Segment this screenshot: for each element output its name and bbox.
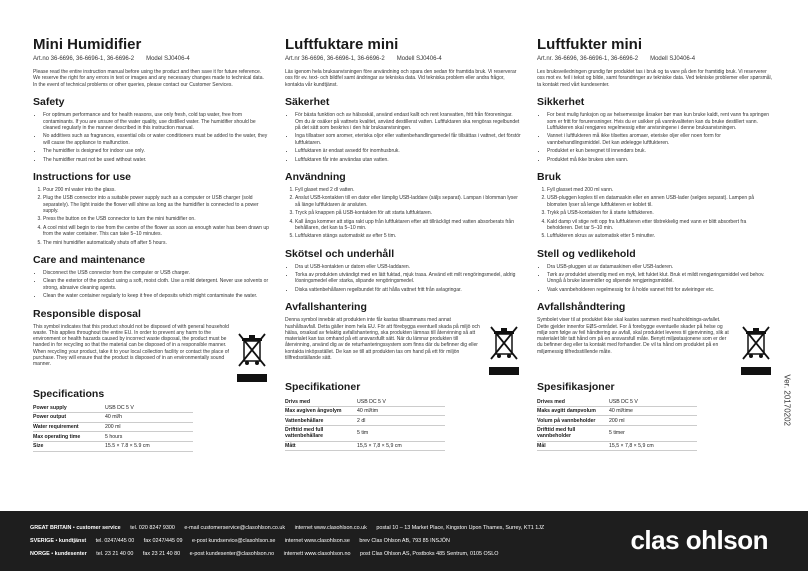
section-heading-care: Skötsel och underhåll: [285, 247, 395, 260]
disposal-text: Denna symbol innebär att produkten inte får kastas tillsammans med annat hushållsavfall. Detta gäller inom hela EU. För att förebygga eventuell skada på miljö och hälsa, orsakad av felaktig avfallshantering, ska produkten lämnas till återvinning så att materialet kan tas omhand på ett ansvarsfullt sätt. När du lämnar produkten till återvinning, använd dig av de returhanteringssystem som finns där du befinner dig eller kontakta inköpsstället. De kan se till att produkten tas om hand på ett för miljön tillfredsställande sätt.: [285, 317, 480, 362]
table-row: Maks avgitt dampvolum 40 ml/time: [537, 406, 697, 416]
section-heading-disposal: Responsible disposal: [33, 307, 141, 320]
weee-symbol: [487, 317, 521, 375]
table-row: Drifttid med full vattenbehållare 5 tim: [285, 426, 445, 442]
disposal-block: [285, 317, 521, 375]
footer: [0, 511, 808, 571]
list-item: 4. A cool mist will begin to rise from the centre of the flower as soon as enough water has been drawn up from the water container. This can take 5–10 minutes.: [43, 225, 269, 238]
list-item: 5. The mini humidifier automatically shuts off after 5 hours.: [43, 240, 269, 246]
list-item: 1. Pour 200 ml water into the glass.: [43, 187, 269, 193]
use-steps: [285, 187, 521, 240]
footer-row-gb: GREAT BRITAIN • customer service tel. 020 8247 9300 e-mail customerservice@clasohlson.co.uk internet www.clasohlson.co.uk postal 10 – 13 Market Place, Kingston Upon Thames, Surrey, KT1 1JZ: [30, 525, 545, 531]
weee-bin-icon: [741, 325, 771, 361]
list-item: • For best mulig funksjon og av helsemessige årsaker bør man kun bruke kaldt, rent vann fra springen som er fritt for forurensninger. Hvis du er usikker på vannkvaliteten kan du bruke destillert vann. Luftfukteren skal rengjøres regelmessig etter anvisningene i denne bruksanvisningen.: [547, 112, 773, 131]
disposal-block: [33, 324, 269, 382]
list-item: • Vask vannbeholderen regelmessig for å holde vannet fritt for avleiringer etc.: [547, 287, 773, 293]
safety-list: [33, 112, 269, 163]
table-row: Drives med USB DC 5 V: [537, 397, 697, 406]
table-row: Max avgiven ångvolym 40 ml/tim: [285, 406, 445, 416]
table-row: Size 15.5 × 7.8 × 5.9 cm: [33, 441, 193, 451]
brand-logo: clas ohlson: [630, 525, 768, 555]
list-item: • Tørk av produktet utvendig med en myk, lett fuktet klut. Bruk et mildt rengjøringsmiddel ved behov. Unngå å bruke løsemidler og slipende rengjøringsmiddel.: [547, 272, 773, 285]
table-row: Volum på vannbeholder 200 ml: [537, 416, 697, 426]
section-heading-disposal: Avfallshantering: [285, 301, 367, 314]
disposal-text: Symbolet viser til at produktet ikke skal kastes sammen med husholdnings-avfallet. Dette gjelder innenfor EØS-området. For å forebygge eventuelle skader på helse og miljø som følge av feil håndtering av avfall, skal produktet leveres til gjenvinning, slik at materialet blir tatt hånd om på en ansvarsfull måte. Benytt miljøstasjonene som er der du befinner deg eller ta kontakt med forhandler. De vil ta hånd om produktet på en miljømessig tilfredsstillende måte.: [537, 317, 729, 355]
intro-text: Läs igenom hela bruksanvisningen före användning och spara den sedan för framtida bruk. Vi reserverar oss för ev. text- och bildfel samt ändringar av tekniska data. Vid tekniska problem eller andra frågor, kontakta vår kundtjänst.: [285, 69, 517, 88]
section-heading-disposal: Avfallshåndtering: [537, 301, 626, 314]
table-row: Mått 15,5 × 7,8 × 5,9 cm: [285, 441, 445, 451]
table-row: Power supply USB DC 5 V: [33, 404, 193, 413]
intro-text: Please read the entire instruction manual before using the product and then save it for future reference. We reserve the right for any errors in text or images and any necessary changes made to technical data. In the event of technical problems or other queries, please contact our Customer Services.: [33, 69, 264, 88]
list-item: 2. Anslut USB-kontakten till en dator eller lämplig USB-laddare (säljs separat). Lampan i blomman lyser så länge luftfuktaren är ansluten.: [295, 195, 521, 208]
section-heading-specs: Specifikationer: [285, 381, 361, 394]
list-item: • Clean the exterior of the product using a soft, moist cloth. Use a mild detergent. Never use solvents or strong, abrasive cleaning agents.: [43, 278, 269, 291]
table-row: Max operating time 5 hours: [33, 432, 193, 442]
list-item: 1. Fyll glasset med 200 ml vann.: [547, 187, 773, 193]
footer-row-se: SVERIGE • kundtjänst tel. 0247/445 00 fax 0247/445 09 e-post kundservice@clasohlson.se internet www.clasohlson.se brev Clas Ohlson AB, 793 85 INSJÖN: [30, 538, 450, 544]
section-heading-use: Bruk: [537, 170, 561, 183]
article-number: Art.no 36-6696, 36-6696-1, 36-6696-2 Model SJ0406-4: [33, 56, 190, 62]
language-column: [537, 36, 773, 451]
weee-symbol: [739, 317, 773, 375]
list-item: • No additives such as fragrances, essential oils or water conditioners must be added to the water, they will cause the appliance to malfunction.: [43, 133, 269, 146]
section-heading-specs: Spesifikasjoner: [537, 381, 615, 394]
version-label: Ver. 20170202: [783, 374, 792, 426]
language-column: [33, 36, 269, 452]
table-row: Drifttid med full vannbeholder 5 timer: [537, 426, 697, 442]
disposal-block: [537, 317, 773, 375]
list-item: • The humidifier is designed for indoor use only.: [43, 148, 269, 154]
weee-bin-icon: [237, 332, 267, 368]
spec-table: [33, 404, 193, 452]
manual-title: Mini Humidifier: [33, 36, 142, 53]
list-item: • Produktet er kun beregnet til innendørs bruk.: [547, 148, 773, 154]
weee-bin-icon: [489, 325, 519, 361]
list-item: 5. Luftfuktaren stängs automatiskt av efter 5 tim.: [295, 233, 521, 239]
table-row: Water requirement 200 ml: [33, 422, 193, 432]
section-heading-safety: Safety: [33, 96, 65, 109]
care-list: [285, 264, 521, 294]
footer-row-no: NORGE • kundesenter tel. 23 21 40 00 fax 23 21 40 80 e-post kundesenter@clasohlson.no internett www.clasohlson.no post Clas Ohlson AS, Postboks 485 Sentrum, 0105 OSLO: [30, 551, 499, 557]
spec-table: [285, 397, 445, 451]
table-row: Mål 15,5 × 7,8 × 5,9 cm: [537, 441, 697, 451]
care-list: [33, 270, 269, 300]
list-item: 4. Kall ånga kommer att stiga rakt upp från luftfuktaren efter att tillräckligt med vatten absorberats från behållaren, det kan ta 5–10 min.: [295, 219, 521, 232]
list-item: • För bästa funktion och av hälsoskäl, använd endast kallt och rent kranvatten, fritt från föroreningar. Om du är osäker på vattnets kvalitet, använd destillerat vatten. Luftfuktaren ska rengöras regelbundet på det sätt som beskrivs i den här bruksanvisningen.: [295, 112, 521, 131]
table-row: Drivs med USB DC 5 V: [285, 397, 445, 406]
section-heading-care: Stell og vedlikehold: [537, 247, 636, 260]
manual-title: Luftfukter mini: [537, 36, 642, 53]
section-heading-safety: Säkerhet: [285, 96, 330, 109]
list-item: 3. Press the button on the USB connector to turn the mini humidifier on.: [43, 216, 269, 222]
list-item: 1. Fyll glaset med 2 dl vatten.: [295, 187, 521, 193]
weee-symbol: [235, 324, 269, 382]
list-item: • Disconnect the USB connector from the computer or USB charger.: [43, 270, 269, 276]
list-item: 2. USB-pluggen koples til en datamaskin eller en annen USB-lader (selges separat). Lampen på blomsten lyser så lenge luftfukteren er koblet til.: [547, 195, 773, 208]
list-item: 3. Tryck på knappen på USB-kontakten för att starta luftfuktaren.: [295, 210, 521, 216]
disposal-text: This symbol indicates that this product should not be disposed of with general household waste. This applies throughout the entire EU. In order to prevent any harm to the environment or health hazards caused by incorrect waste disposal, the product must be handed in for recycling so that the material can be disposed of in a responsible manner. When recycling your product, take it to your local collection facility or contact the place of purchase. They will ensure that the product is disposed of in an environmentally sound manner.: [33, 323, 229, 368]
list-item: 3. Trykk på USB-kontakten for å starte luftfukteren.: [547, 210, 773, 216]
care-list: [537, 264, 773, 294]
list-item: 4. Kald damp vil stige rett opp fra luftfukteren etter tilstrekkelig med vann er blitt absorbert fra beholderen. Det tar 5–10 min.: [547, 219, 773, 232]
safety-list: [537, 112, 773, 163]
list-item: 5. Luftfukteren skrus av automatisk etter 5 minutter.: [547, 233, 773, 239]
list-item: • Luftfuktaren är endast avsedd för inomhusbruk.: [295, 148, 521, 154]
list-item: • Produktet må ikke brukes uten vann.: [547, 157, 773, 163]
language-column: [285, 36, 521, 451]
section-heading-safety: Sikkerhet: [537, 96, 585, 109]
list-item: • Dra USB-pluggen ut av datamaskinen eller USB-laderen.: [547, 264, 773, 270]
table-row: Vattenbehållare 2 dl: [285, 416, 445, 426]
section-heading-use: Instructions for use: [33, 170, 132, 183]
list-item: • Diska vattenbehållaren regelbundet för att hålla vattnet fritt från avlagringar.: [295, 287, 521, 293]
section-heading-specs: Specifications: [33, 387, 105, 400]
spec-table: [537, 397, 697, 451]
list-item: • Dra ut USB-kontakten ur datorn eller USB-laddaren.: [295, 264, 521, 270]
list-item: • Torka av produkten utvändigt med en lätt fuktad, mjuk trasa. Använd ett milt rengöringsmedel, aldrig lösningsmedel eller starka, slipande rengöringsmedel.: [295, 272, 521, 285]
list-item: • For optimum performance and for health reasons, use only fresh, cold tap water, free from contaminants. If you are unsure of the water quality, use distilled water. The humidifier should be cleaned regularly in the manner described in this instruction manual.: [43, 112, 269, 131]
table-row: Power output 40 ml/h: [33, 413, 193, 423]
section-heading-use: Användning: [285, 170, 346, 183]
use-steps: [33, 187, 269, 246]
list-item: 2. Plug the USB connector into a suitable power supply such as a computer or USB charger (sold separately). The light inside the flower will shine as long as the humidifier is connected to a power supply.: [43, 195, 269, 214]
list-item: • Inga tillsatser som aromer, eteriska oljor eller vattenbehandlingsmedel får tillsättas i vattnet, det förstör luftfuktaren.: [295, 133, 521, 146]
section-heading-care: Care and maintenance: [33, 253, 146, 266]
article-number: Art.nr. 36-6696, 36-6696-1, 36-6696-2 Modell SJ0406-4: [537, 56, 696, 62]
use-steps: [537, 187, 773, 240]
safety-list: [285, 112, 521, 163]
list-item: • Vannet i luftfukteren må ikke tilsettes aromaer, eteriske oljer eller noen form for vannbehandlingsmiddel. Det kan ødelegge luftfukteren.: [547, 133, 773, 146]
intro-text: Les bruksveiledningen grundig før produktet tas i bruk og ta vare på den for framtidig bruk. Vi reserverer oss mot ev. feil i tekst og bilde, samt forandringer av tekniske data. Ved tekniske problemer eller spørsmål, ta kontakt med vårt kundesenter.: [537, 69, 773, 88]
list-item: • Luftfuktaren får inte användas utan vatten.: [295, 157, 521, 163]
manual-title: Luftfuktare mini: [285, 36, 399, 53]
list-item: • Clean the water container regularly to keep it free of deposits which might contaminate the water.: [43, 293, 269, 299]
list-item: • The humidifier must not be used without water.: [43, 157, 269, 163]
article-number: Art.nr 36-6696, 36-6696-1, 36-6696-2 Modell SJ0406-4: [285, 56, 442, 62]
